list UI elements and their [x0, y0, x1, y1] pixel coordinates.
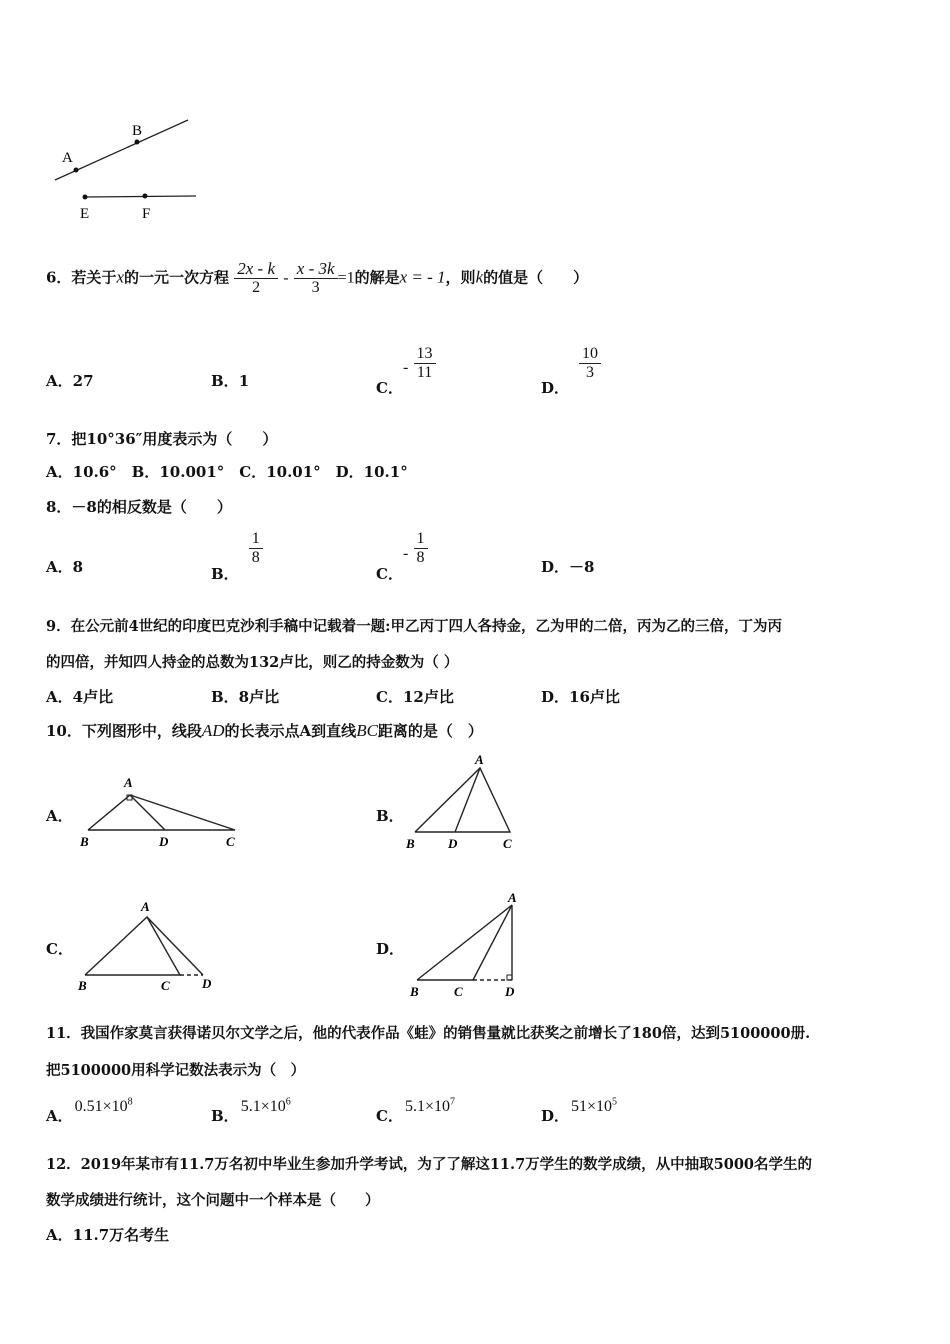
q6-prefix: 6．若关于: [46, 268, 117, 287]
segment-ef: [85, 196, 196, 197]
question-7: 7．把10°36″用度表示为（ ）: [46, 430, 278, 448]
label-f: F: [142, 206, 151, 222]
q10-option-b-label[interactable]: B．: [376, 807, 404, 825]
svg-text:B: B: [406, 836, 415, 851]
svg-text:D: D: [505, 984, 515, 999]
point-f: [143, 194, 148, 199]
svg-text:B: B: [410, 984, 419, 999]
q8-option-c[interactable]: C．- $\frac{1}{8}$: [376, 530, 428, 567]
q10-seg-ad: AD: [201, 721, 225, 740]
right-angle-mark-d: [507, 975, 512, 980]
q6-after: 的解是: [354, 268, 400, 287]
question-11-line-1: 11．我国作家莫言获得诺贝尔文学之后，他的代表作品《蛙》的销售量就比获奖之前增长了180倍，达到5100000册.: [46, 1025, 811, 1042]
question-6: [46, 260, 588, 297]
q10-figure-b[interactable]: [400, 750, 525, 855]
q11-option-d[interactable]: D．$51\times 10^5$: [541, 1096, 618, 1125]
q10-figure-a[interactable]: [75, 765, 250, 855]
question-12-line-2: 数学成绩进行统计，这个问题中一个样本是（ ）: [46, 1192, 380, 1209]
triangle-b: [415, 768, 510, 832]
q6-frac2-num: x - 3k: [294, 260, 338, 279]
q8-option-b[interactable]: B． $\frac{1}{8}$: [211, 530, 263, 567]
q9-option-a[interactable]: A．4卢比: [46, 688, 114, 706]
q6-tail2: 的值是（ ）: [483, 268, 589, 287]
point-b: [135, 140, 140, 145]
q6-option-b[interactable]: B．1: [211, 372, 250, 390]
q10-option-d-label[interactable]: D．: [376, 940, 405, 958]
question-10: 10．下列图形中，线段AD的长表示点A到直线BC距离的是（ ）: [46, 721, 483, 740]
segment-ad-b: [455, 768, 480, 832]
q6-mid: 的一元一次方程: [123, 268, 229, 287]
triangle-d: [417, 905, 512, 980]
svg-text:A: A: [124, 775, 133, 790]
q6-tail1: ，则: [445, 268, 476, 287]
question-11-line-2: 把5100000用科学记数法表示为（ ）: [46, 1062, 306, 1079]
q6-fraction-2: [294, 260, 338, 297]
question-12-line-1: 12．2019年某市有11.7万名初中毕业生参加升学考试，为了了解这11.7万学生的数学成绩，从中抽取5000名学生的: [46, 1156, 813, 1173]
q6-frac1-den: 2: [252, 279, 261, 296]
triangle-a: [88, 795, 235, 830]
svg-text:A: A: [508, 890, 517, 905]
q10-figure-c[interactable]: [75, 895, 225, 995]
q11-option-b[interactable]: B．$5.1\times 10^6$: [211, 1096, 291, 1125]
q6-option-c[interactable]: C．- $\frac{13}{11}$: [376, 345, 436, 382]
q6-frac1-num: 2x - k: [234, 260, 278, 279]
q9-option-d[interactable]: D．16卢比: [541, 688, 620, 706]
question-8: 8．－8的相反数是（ ）: [46, 498, 232, 516]
q6-frac2-den: 3: [311, 279, 320, 296]
q11-option-c[interactable]: C．$5.1\times 10^7$: [376, 1096, 455, 1125]
q11-option-a[interactable]: A．$0.51\times 10^8$: [46, 1096, 133, 1125]
q6-fraction-1: [234, 260, 278, 297]
q8-option-a[interactable]: A．8: [46, 558, 84, 576]
question-9-line-2: 的四倍，并知四人持金的总数为132卢比，则乙的持金数为（ ）: [46, 654, 459, 671]
q10-figure-d[interactable]: [405, 890, 535, 1000]
q6-solution: x = - 1: [399, 267, 446, 287]
q6-option-a[interactable]: A．27: [46, 372, 94, 390]
svg-text:B: B: [80, 834, 89, 849]
label-a: A: [62, 150, 73, 166]
point-e: [83, 195, 88, 200]
svg-text:A: A: [475, 752, 484, 767]
label-e: E: [80, 206, 90, 222]
q10-line-bc: BC: [356, 721, 378, 740]
q6-var-x: x: [116, 267, 124, 287]
q8-option-d[interactable]: D．－8: [541, 558, 595, 576]
label-b: B: [132, 123, 143, 139]
svg-text:D: D: [202, 976, 212, 991]
svg-text:C: C: [503, 836, 512, 851]
svg-text:C: C: [226, 834, 235, 849]
q6-minus: -: [283, 269, 289, 287]
svg-text:C: C: [161, 978, 170, 993]
question-9-line-1: 9．在公元前4世纪的印度巴克沙利手稿中记载着一题:甲乙丙丁四人各持金，乙为甲的二倍，丙为乙的三倍，丁为丙: [46, 618, 783, 635]
q6-var-k: k: [475, 267, 484, 287]
svg-text:D: D: [448, 836, 458, 851]
svg-text:C: C: [454, 984, 463, 999]
q6-option-d[interactable]: D． $\frac{10}{3}$: [541, 345, 601, 382]
q10-option-c-label[interactable]: C．: [46, 940, 73, 958]
svg-text:B: B: [78, 978, 87, 993]
q9-option-c[interactable]: C．12卢比: [376, 688, 454, 706]
point-a: [74, 168, 79, 173]
q6-eq-rhs: =1: [337, 269, 355, 287]
q12-option-a[interactable]: A．11.7万名考生: [46, 1226, 170, 1244]
figure-lines-ab-ef: [40, 110, 210, 230]
svg-text:D: D: [159, 834, 169, 849]
q9-option-b[interactable]: B．8卢比: [211, 688, 280, 706]
triangle-c: [85, 917, 180, 975]
q7-options[interactable]: A．10.6° B．10.001° C．10.01° D．10.1°: [46, 463, 408, 481]
q10-option-a-label[interactable]: A．: [46, 807, 73, 825]
svg-text:A: A: [141, 899, 150, 914]
